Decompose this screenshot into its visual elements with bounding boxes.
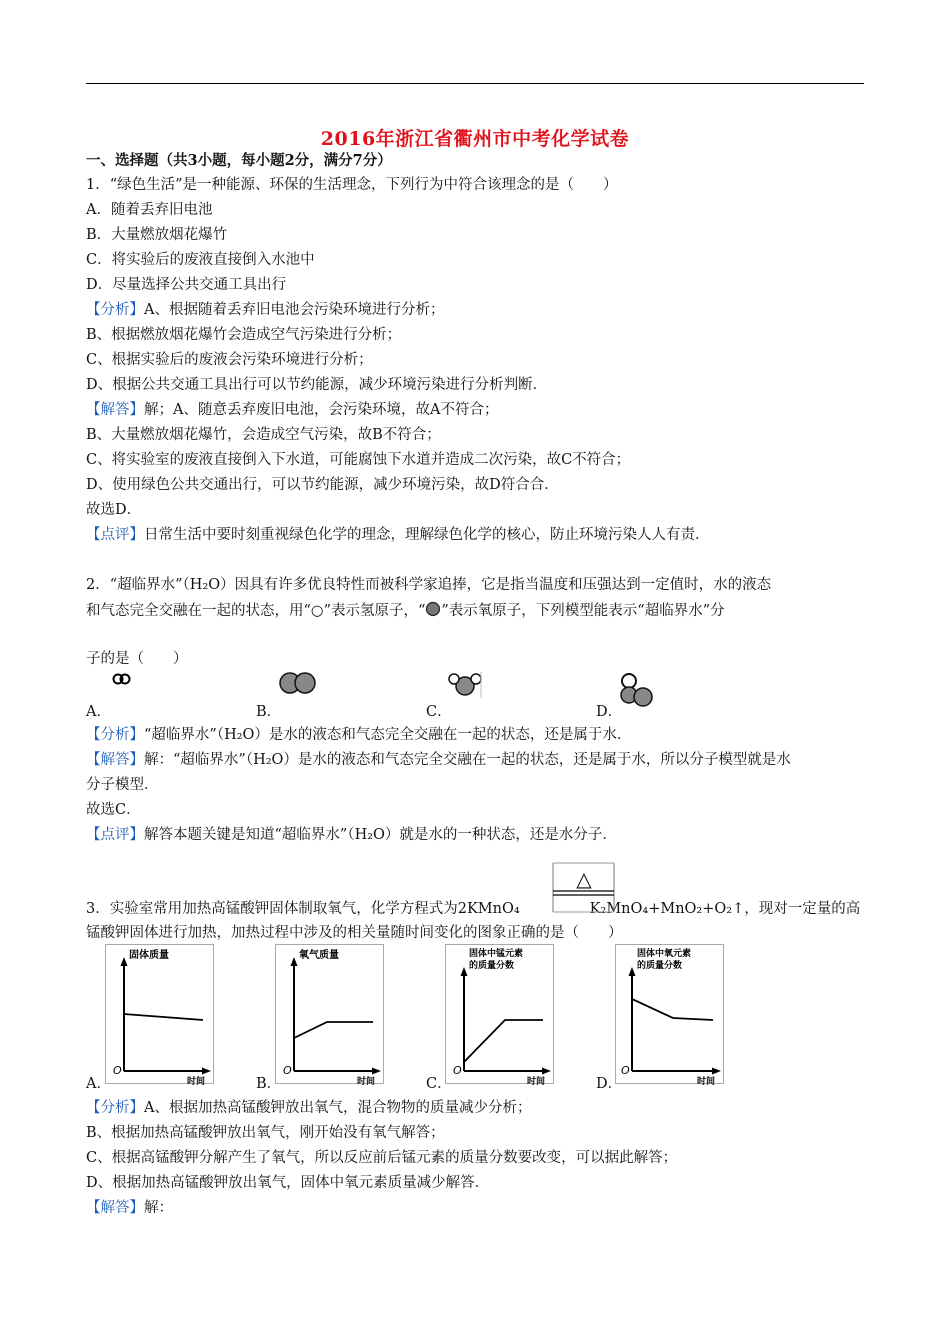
answer-tag: 【解答】 xyxy=(86,752,144,768)
heat-symbol: △ xyxy=(576,867,592,891)
oxygen-atom-icon xyxy=(425,601,441,617)
q2-answer: 【解答】解：“超临界水”（H₂O）是水的液态和气态完全交融在一起的状态，还是属于水，所以分子模型就是水 xyxy=(86,752,791,768)
q3-analysis-d: D、根据加热高锰酸钾放出氧气，固体中氧元素质量减少解答． xyxy=(86,1175,490,1191)
q2-stem-1: 2．“超临界水”（H₂O）因具有许多优良特性而被科学家追捧，它是指当温度和压强达到一定值时，水的液态 xyxy=(86,577,772,593)
q1-option-c: C．将实验后的废液直接倒入水池中 xyxy=(86,252,315,268)
graph-b-curve xyxy=(294,1022,373,1038)
graph-d-origin: O xyxy=(621,1064,630,1077)
answer-tag: 【解答】 xyxy=(86,1200,144,1216)
graph-b-xlabel: 时间 xyxy=(357,1077,376,1086)
graph-b-origin: O xyxy=(283,1064,292,1077)
q1-choice: 故选D． xyxy=(86,502,142,518)
q2-analysis: 【分析】“超临界水”（H₂O）是水的液态和气态完全交融在一起的状态，还是属于水． xyxy=(86,727,632,743)
q3-option-c: C． xyxy=(426,1076,452,1092)
q3-option-b: B． xyxy=(256,1076,282,1092)
q3-option-a: A． xyxy=(86,1076,111,1092)
molecule-a-icon xyxy=(112,672,132,686)
graph-d-xlabel: 时间 xyxy=(697,1077,716,1086)
graph-c-ylabel-2: 的质量分数 xyxy=(469,961,515,971)
graph-d-ylabel-2: 的质量分数 xyxy=(637,961,683,971)
q2-stem-2: 和气态完全交融在一起的状态，用“○”表示氢原子，“ ”表示氧原子，下列模型能表示“超临界水”分 xyxy=(86,603,725,619)
q1-answer: 【解答】解；A、随意丢弃废旧电池，会污染环境，故A不符合； xyxy=(86,402,499,418)
q1-answer-b: B、大量燃放烟花爆竹，会造成空气污染，故B不符合； xyxy=(86,427,441,443)
graph-d-curve xyxy=(632,999,713,1020)
page-title: 2016年浙江省衢州市中考化学试卷 xyxy=(320,128,630,150)
q1-option-b: B．大量燃放烟花爆竹 xyxy=(86,227,228,243)
q3-analysis-b: B、根据加热高锰酸钾放出氧气，刚开始没有氧气解答； xyxy=(86,1125,445,1141)
graph-d xyxy=(615,944,727,1086)
graph-c-origin: O xyxy=(453,1064,462,1077)
graph-c xyxy=(445,944,557,1086)
graph-b-ylabel: 氧气质量 xyxy=(299,950,339,961)
graph-a-ylabel: 固体质量 xyxy=(129,950,169,961)
q1-answer-d: D、使用绿色公共交通出行，可以节约能源，减少环境污染，故D符合合． xyxy=(86,477,559,493)
graph-a xyxy=(105,944,217,1086)
q3-analysis-c: C、根据高锰酸钾分解产生了氧气，所以反应前后锰元素的质量分数要改变，可以据此解答； xyxy=(86,1150,678,1166)
q2-option-b: B． xyxy=(256,704,282,720)
q2-choice: 故选C． xyxy=(86,802,141,818)
q3-stem-1: 3．实验室常用加热高锰酸钾固体制取氧气，化学方程式为2KMnO₄ K₂MnO₄+MnO₂+O₂↑，现对一定量的高 xyxy=(86,901,861,917)
q2-stem-3: 子的是（ ） xyxy=(86,651,188,667)
graph-a-origin: O xyxy=(113,1064,122,1077)
comment-tag: 【点评】 xyxy=(86,827,144,843)
graph-c-curve xyxy=(464,1020,543,1062)
q1-comment: 【点评】日常生活中要时刻重视绿色化学的理念，理解绿色化学的核心，防止环境污染人人有责． xyxy=(86,527,710,543)
graph-c-xlabel: 时间 xyxy=(527,1077,546,1086)
q2-option-a: A． xyxy=(86,704,111,720)
q2-option-d: D． xyxy=(596,704,623,720)
analysis-tag: 【分析】 xyxy=(86,727,144,743)
q3-analysis: 【分析】A、根据加热高锰酸钾放出氧气，混合物物的质量减少分析； xyxy=(86,1100,532,1116)
q3-stem-2: 锰酸钾固体进行加热，加热过程中涉及的相关量随时间变化的图象正确的是（ ） xyxy=(86,925,623,941)
graph-d-ylabel-1: 固体中氧元素 xyxy=(637,949,692,959)
answer-tag: 【解答】 xyxy=(86,402,144,418)
graph-a-xlabel: 时间 xyxy=(187,1077,206,1086)
q1-answer-c: C、将实验室的废液直接倒入下水道，可能腐蚀下水道并造成二次污染，故C不符合； xyxy=(86,452,631,468)
analysis-tag: 【分析】 xyxy=(86,302,144,318)
analysis-tag: 【分析】 xyxy=(86,1100,144,1116)
q1-analysis-d: D、根据公共交通工具出行可以节约能源，减少环境污染进行分析判断． xyxy=(86,377,548,393)
q3-option-d: D． xyxy=(596,1076,623,1092)
q1-option-d: D．尽量选择公共交通工具出行 xyxy=(86,277,287,293)
molecule-d-icon xyxy=(618,670,658,714)
q2-option-c: C． xyxy=(426,704,452,720)
q3-answer: 【解答】解： xyxy=(86,1200,173,1216)
comment-tag: 【点评】 xyxy=(86,527,144,543)
reaction-condition xyxy=(550,862,616,914)
header-rule xyxy=(86,83,864,84)
graph-a-curve xyxy=(124,1014,203,1020)
q1-stem: 1．“绿色生活”是一种能源、环保的生活理念，下列行为中符合该理念的是（ ） xyxy=(86,177,618,193)
q2-answer-2: 分子模型． xyxy=(86,777,159,793)
graph-c-ylabel-1: 固体中锰元素 xyxy=(469,949,524,959)
section-heading: 一、选择题（共3小题，每小题2分，满分7分） xyxy=(86,152,392,169)
molecule-c-icon xyxy=(448,672,482,698)
q1-analysis: 【分析】A、根据随着丢弃旧电池会污染环境进行分析； xyxy=(86,302,445,318)
q1-analysis-b: B、根据燃放烟花爆竹会造成空气污染进行分析； xyxy=(86,327,402,343)
q1-analysis-c: C、根据实验后的废液会污染环境进行分析； xyxy=(86,352,373,368)
graph-b xyxy=(275,944,387,1086)
q2-comment: 【点评】解答本题关键是知道“超临界水”（H₂O）就是水的一种状态，还是水分子． xyxy=(86,827,617,843)
molecule-b-icon xyxy=(279,671,317,695)
q1-option-a: A．随着丢弃旧电池 xyxy=(86,202,213,218)
